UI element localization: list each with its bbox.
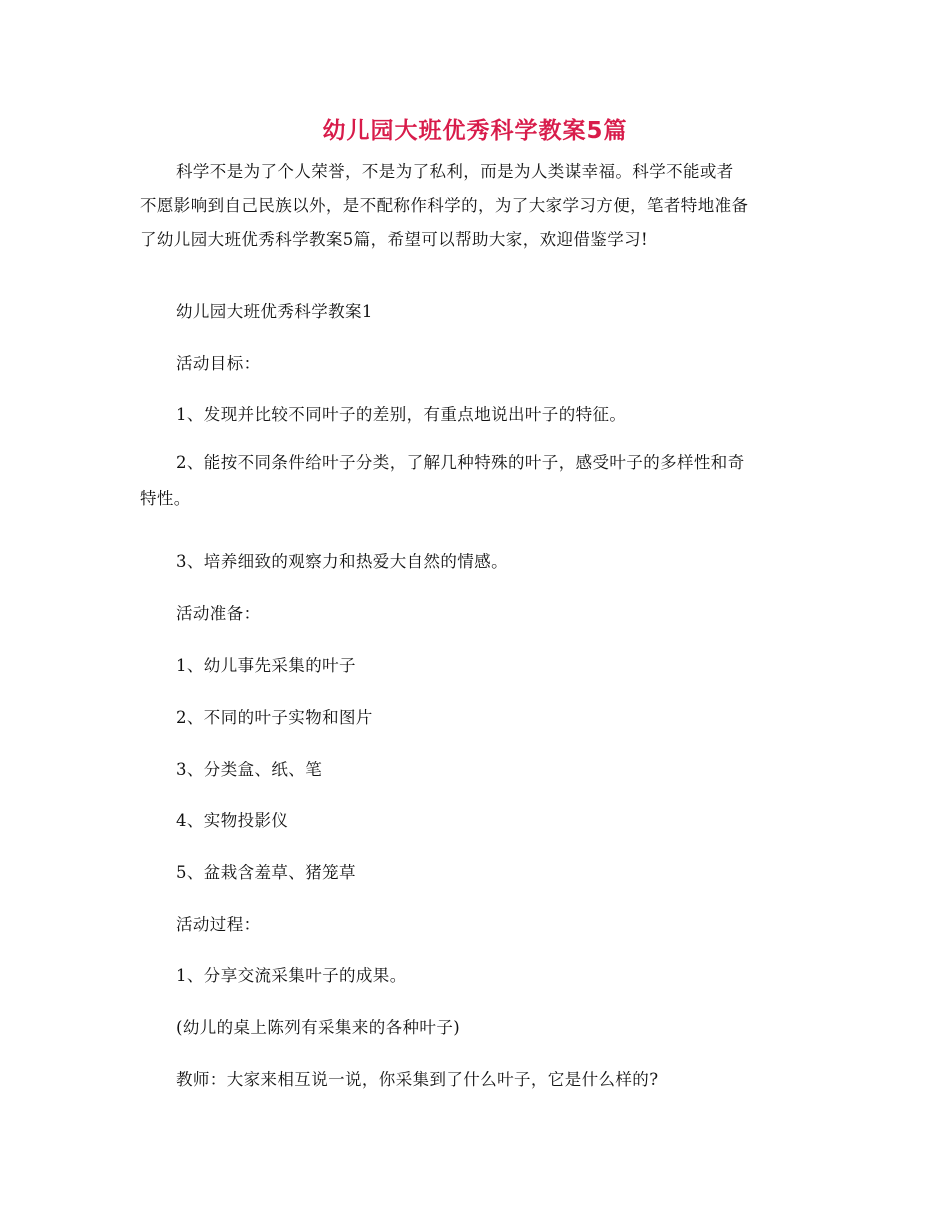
goal-2-line: 特性。 bbox=[140, 489, 191, 508]
document-title: 幼儿园大班优秀科学教案5篇 bbox=[322, 118, 628, 144]
prep-item: 3、分类盒、纸、笔 bbox=[176, 760, 323, 779]
goal-item-1: 1、发现并比较不同叶子的差别，有重点地说出叶子的特征。 bbox=[176, 405, 627, 424]
intro-line: 不愿影响到自己民族以外，是不配称作科学的，为了大家学习方便，笔者特地准备 bbox=[140, 196, 749, 215]
prep-heading: 活动准备： bbox=[176, 604, 261, 623]
goal-2-line: 2、能按不同条件给叶子分类，了解几种特殊的叶子，感受叶子的多样性和奇 bbox=[176, 453, 745, 472]
prep-item: 4、实物投影仪 bbox=[176, 811, 289, 830]
goals-heading: 活动目标： bbox=[176, 354, 261, 373]
intro-paragraph bbox=[140, 155, 812, 257]
process-heading: 活动过程： bbox=[176, 915, 261, 934]
process-note: (幼儿的桌上陈列有采集来的各种叶子) bbox=[176, 1018, 461, 1037]
prep-item: 2、不同的叶子实物和图片 bbox=[176, 708, 373, 727]
intro-line: 科学不是为了个人荣誉，不是为了私利，而是为人类谋幸福。科学不能或者 bbox=[176, 162, 734, 181]
goal-item-2 bbox=[140, 445, 812, 517]
intro-line: 了幼儿园大班优秀科学教案5篇，希望可以帮助大家，欢迎借鉴学习! bbox=[140, 230, 649, 249]
prep-item: 5、盆栽含羞草、猪笼草 bbox=[176, 863, 356, 882]
prep-item: 1、幼儿事先采集的叶子 bbox=[176, 656, 356, 675]
goal-item-3: 3、培养细致的观察力和热爱大自然的情感。 bbox=[176, 552, 508, 571]
section-heading: 幼儿园大班优秀科学教案1 bbox=[176, 302, 373, 321]
process-step-1: 1、分享交流采集叶子的成果。 bbox=[176, 966, 407, 985]
teacher-line: 教师：大家来相互说一说，你采集到了什么叶子，它是什么样的? bbox=[176, 1070, 659, 1089]
